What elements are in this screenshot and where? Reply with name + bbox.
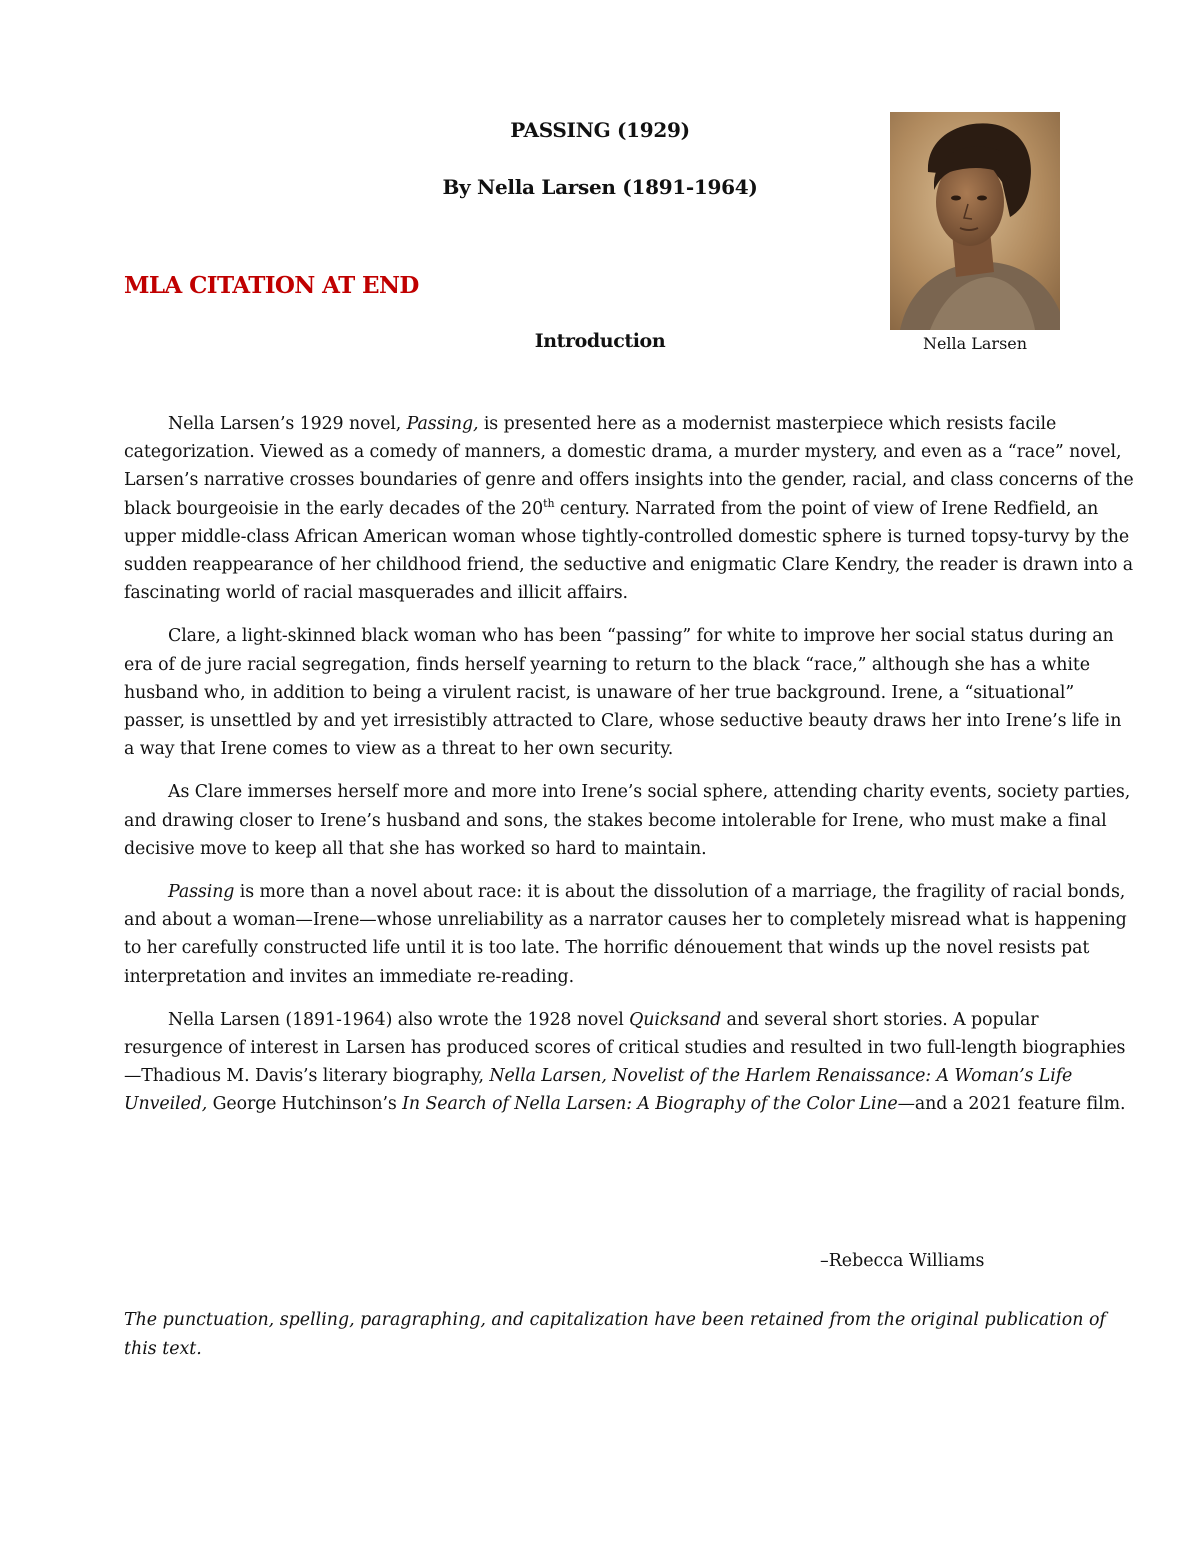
introduction-body [124,410,1134,1134]
author-portrait [890,112,1060,330]
title-italic: Quicksand [629,1009,722,1030]
portrait-image [890,112,1060,330]
mla-citation-notice: MLA CITATION AT END [124,272,419,299]
paragraph-2: Clare, a light-skinned black woman who has been “passing” for white to improve her social status during an era of de jure racial segregation, finds herself yearning to return to the black “race,” although she has a white husband who, in addition to being a virulent racist, is unaware of her true background. Irene, a “situational” passer, is unsettled by and yet irresistibly attracted to Clare, whose seductive beauty draws her into Irene’s life in a way that Irene comes to view as a threat to her own security. [124,626,1122,760]
paragraph-5: Nella Larsen (1891-1964) also wrote the 1928 novel Quicksand and several short stories. A popular resurgence of interest in Larsen has produced scores of critical studies and resulted in two full-length biographies—Thadious M. Davis’s literary biography, Nella Larsen, Novelist of the Harlem Renaissance: A Woman’s Life Unveiled, George Hutchinson’s In Search of Nella Larsen: A Biography of the Color Line—and a 2021 feature film. [124,1009,1126,1115]
editorial-note: The punctuation, spelling, paragraphing, and capitalization have been retained from the original publication of this text. [124,1310,1106,1359]
title-italic: In Search of Nella Larsen: A Biography of the Color Line [402,1094,898,1115]
section-heading: Introduction [534,330,666,352]
author-byline: By Nella Larsen (1891-1964) [442,175,758,199]
title-italic: Passing, [406,414,479,434]
author-signature: –Rebecca Williams [820,1251,985,1271]
superscript: th [543,496,555,510]
paragraph-3: As Clare immerses herself more and more into Irene’s social sphere, attending charity events, society parties, and drawing closer to Irene’s husband and sons, the stakes become intolerable for Irene, who must make a final decisive move to keep all that she has worked so hard to maintain. [124,782,1131,859]
title-italic: Passing [168,882,235,903]
page-title: PASSING (1929) [510,118,690,142]
title-italic: Nella Larsen, Novelist of the Harlem Renaissance: A Woman’s Life Unveiled, [124,1066,1073,1115]
paragraph-1: Nella Larsen’s 1929 novel, Passing, is presented here as a modernist masterpiece which resists facile categorization. Viewed as a comedy of manners, a domestic drama, a murder mystery, and even as a “race” novel, Larsen’s narrative crosses boundaries of genre and offers insights into the gender, racial, and class concerns of the black bourgeoisie in the early decades of the 20th century. Narrated from the point of view of Irene Redfield, an upper middle-class African American woman whose tightly-controlled domestic sphere is turned topsy-turvy by the sudden reappearance of her childhood friend, the seductive and enigmatic Clare Kendry, the reader is drawn into a fascinating world of racial masquerades and illicit affairs. [124,414,1134,604]
portrait-caption: Nella Larsen [922,334,1028,353]
paragraph-4: Passing is more than a novel about race: it is about the dissolution of a marriage, the fragility of racial bonds, and about a woman—Irene—whose unreliability as a narrator causes her to completely misread what is happening to her carefully constructed life until it is too late. The horrific dénouement that winds up the novel resists pat interpretation and invites an immediate re-reading. [124,882,1127,987]
